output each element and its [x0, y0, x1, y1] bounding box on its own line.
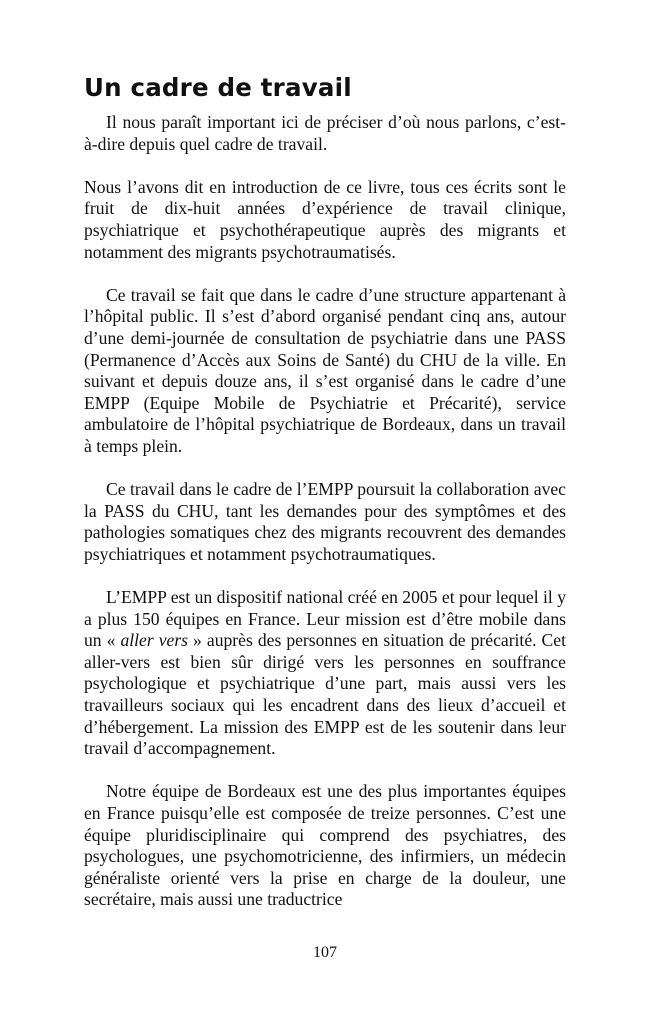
section-heading: Un cadre de travail — [84, 73, 352, 102]
paragraph-2: Nous l’avons dit en introduction de ce livre, tous ces écrits sont le fruit de dix-huit années d’expérience de travail clinique, psychiatrique et psychothérapeutique auprès des migrants et notamment des migrants psychotraumatisés. — [84, 176, 566, 262]
paragraph-5 — [84, 587, 566, 760]
paragraph-4: Ce travail dans le cadre de l’EMPP poursuit la collaboration avec la PASS du CHU, tant les demandes pour des symptômes et des pathologies somatiques chez des migrants recouvrent des demandes psychiatriques et notamment psychotraumatiques. — [84, 479, 566, 564]
page-body — [84, 70, 566, 911]
paragraph-3: Ce travail se fait que dans le cadre d’une structure appartenant à l’hôpital public. Il s’est d’abord organisé pendant cinq ans, autour d’une demi-journée de consultation de psychiatrie dans une PASS (Permanence d’Accès aux Soins de Santé) du CHU de la ville. En suivant et depuis douze ans, il s’est organisé dans le cadre d’une EMPP (Equipe Mobile de Psychiatrie et Précarité), service ambulatoire de l’hôpital psychiatrique de Bordeaux, dans un travail à temps plein. — [84, 284, 566, 456]
page-number: 107 — [313, 944, 337, 961]
paragraph-6: Notre équipe de Bordeaux est une des plus importantes équipes en France puisqu’elle est composée de treize personnes. C’est une équipe pluridisciplinaire qui comprend des psychiatres, des psychologues, une psychomotricienne, des infirmiers, un médecin généraliste orienté vers la prise en charge de la douleur, une secrétaire, mais aussi une traductrice — [84, 781, 566, 910]
paragraph-5-italic: aller vers — [120, 630, 189, 651]
paragraph-1: Il nous paraît important ici de préciser d’où nous parlons, c’est-à-dire depuis quel cadre de travail. — [84, 112, 566, 154]
paragraph-5-end: » auprès des personnes en situation de précarité. Cet aller-vers est bien sûr dirigé vers les personnes en souffrance psychologique et psychiatrique d’une part, mais aussi vers les travailleurs sociaux qui les encadrent dans des lieux d’accueil et d’hébergement. La mission des EMPP est de les soutenir dans leur travail d’accompagnement. — [84, 630, 566, 759]
paragraph-5-start: L’EMPP est un dispositif national créé en 2005 et pour lequel il y a plus 150 équipes en France. Leur mission est d’être mobile dans un « — [84, 587, 566, 651]
